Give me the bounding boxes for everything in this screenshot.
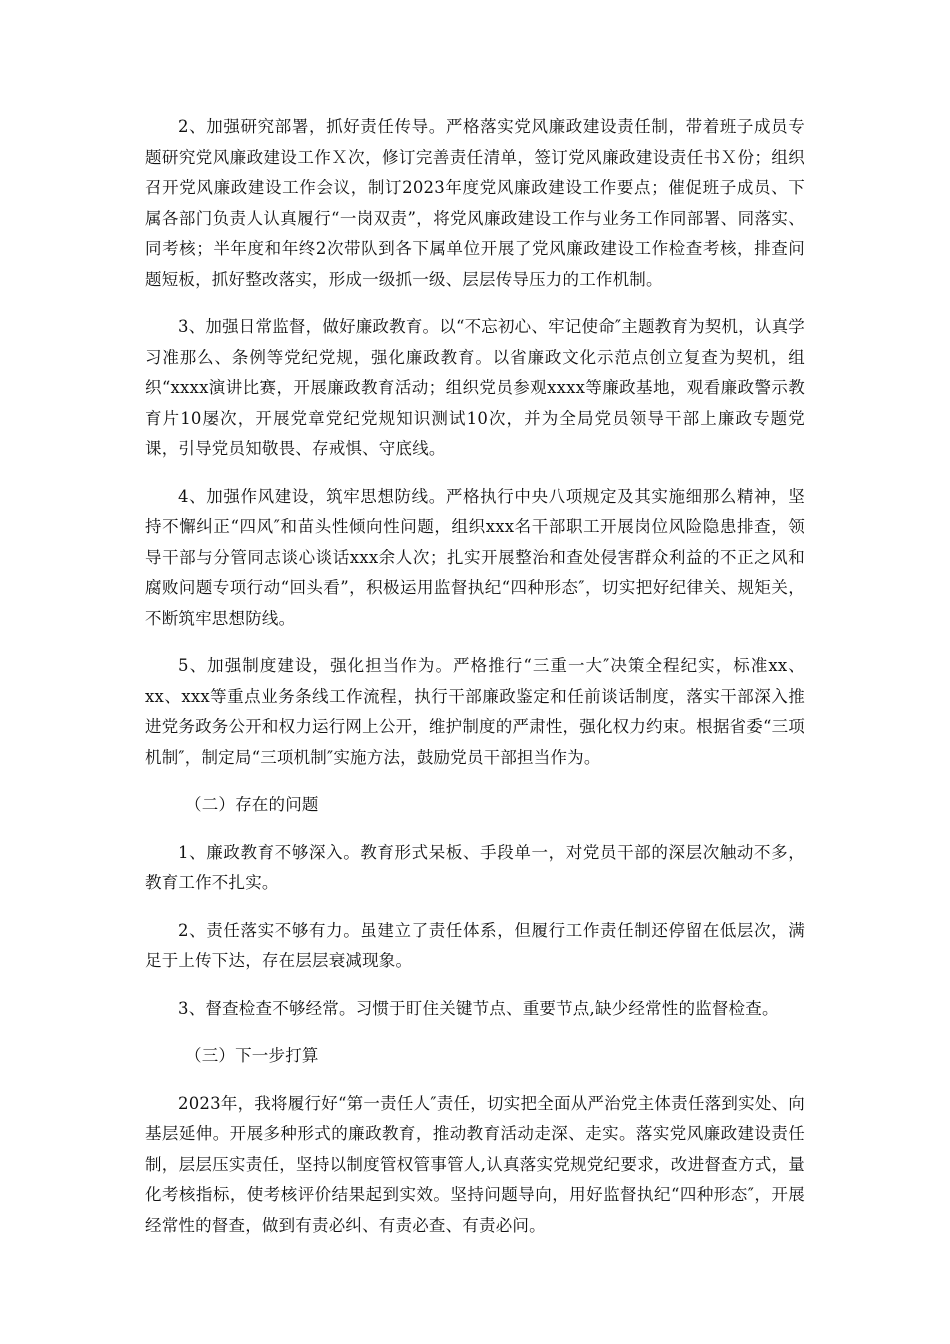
section-heading-problems: （二）存在的问题 <box>185 795 319 814</box>
paragraph-work-style: 4、加强作风建设，筑牢思想防线。严格执行中央八项规定及其实施细那么精神，坚持不懈纠正“四风″和苗头性倾向性问题，组织xxx名干部职工开展岗位风险隐患排查，领导干部与分管同志谈心谈话xxx余人次；扎实开展整治和查处侵害群众利益的不正之风和腐败问题专项行动“回头看”，积极运用监督执纪“四种形态″，切实把好纪律关、规矩关，不断筑牢思想防线。 <box>145 486 805 628</box>
paragraph-next-steps-plan: 2023年，我将履行好“第一责任人″责任，切实把全面从严治党主体责任落到实处、向基层延伸。开展多种形式的廉政教育，推动教育活动走深、走实。落实党风廉政建设责任制，层层压实责任，坚持以制度管权管事管人,认真落实党规党纪要求，改进督查方式，量化考核指标，使考核评价结果起到实效。坚持问题导向，用好监督执纪“四种形态″，开展经常性的督查，做到有责必纠、有责必查、有责必问。 <box>145 1093 805 1235</box>
paragraph-problem-responsibility: 2、责任落实不够有力。虽建立了责任体系，但履行工作责任制还停留在低层次，满足于上传下达，存在层层衰减现象。 <box>145 920 805 970</box>
document-body <box>145 112 805 1258</box>
paragraph-strengthen-research: 2、加强研究部署，抓好责任传导。严格落实党风廉政建设责任制，带着班子成员专题研究党风廉政建设工作Ｘ次，修订完善责任清单，签订党风廉政建设责任书Ｘ份；组织召开党风廉政建设工作会议，制订2023年度党风廉政建设工作要点；催促班子成员、下属各部门负责人认真履行“一岗双责”，将党风廉政建设工作与业务工作同部署、同落实、同考核；半年度和年终2次带队到各下属单位开展了党风廉政建设工作检查考核，排查问题短板，抓好整改落实，形成一级抓一级、层层传导压力的工作机制。 <box>145 117 805 289</box>
section-heading-next-steps: （三）下一步打算 <box>185 1046 319 1065</box>
paragraph-problem-inspection: 3、督查检查不够经常。习惯于盯住关键节点、重要节点,缺少经常性的监督检查。 <box>178 998 779 1018</box>
paragraph-system-building: 5、加强制度建设，强化担当作为。严格推行“三重一大″决策全程纪实，标准xx、xx、xxx等重点业务条线工作流程，执行干部廉政鉴定和任前谈话制度，落实干部深入推进党务政务公开和权力运行网上公开，维护制度的严肃性，强化权力约束。根据省委“三项机制″，制定局“三项机制″实施方法，鼓励党员干部担当作为。 <box>145 656 805 767</box>
paragraph-problem-education: 1、廉政教育不够深入。教育形式呆板、手段单一，对党员干部的深层次触动不多，教育工作不扎实。 <box>145 842 805 892</box>
paragraph-daily-supervision: 3、加强日常监督，做好廉政教育。以“不忘初心、牢记使命″主题教育为契机，认真学习准那么、条例等党纪党规，强化廉政教育。以省廉政文化示范点创立复查为契机，组织“xxxx演讲比赛，开展廉政教育活动；组织党员参观xxxx等廉政基地，观看廉政警示教育片10屡次，开展党章党纪党规知识测试10次，并为全局党员领导干部上廉政专题党课，引导党员知敬畏、存戒惧、守底线。 <box>145 317 805 458</box>
